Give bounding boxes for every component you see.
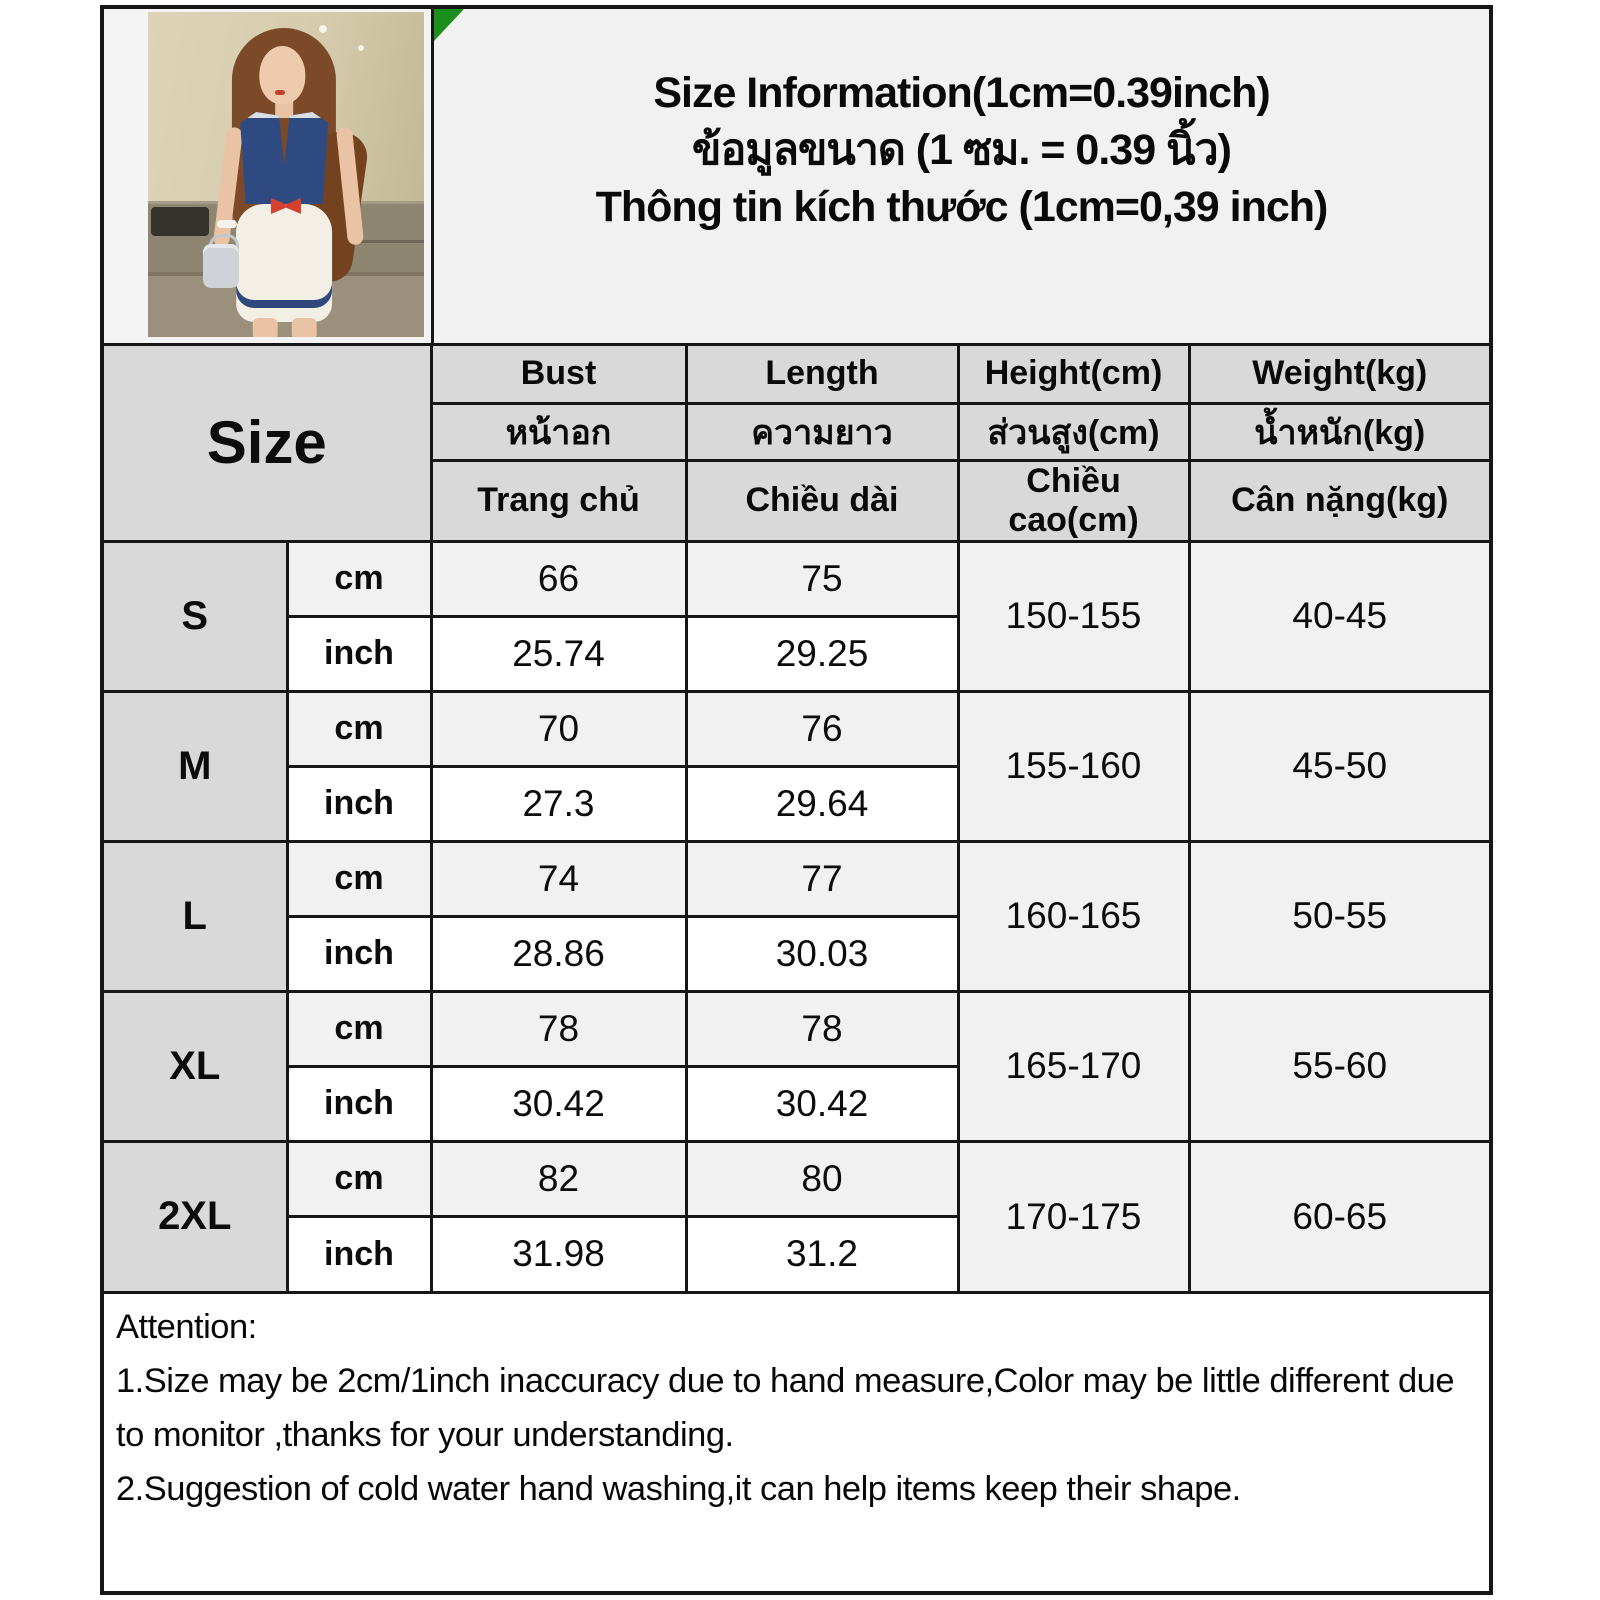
size-label-xl: XL xyxy=(104,991,287,1141)
col-header-height-en: Height(cm) xyxy=(958,346,1189,403)
col-header-weight-en: Weight(kg) xyxy=(1189,346,1489,403)
unit-label-cm: cm xyxy=(287,541,431,616)
col-header-height-th: ส่วนสูง(cm) xyxy=(958,403,1189,460)
header-section xyxy=(104,9,1489,346)
title-english: Size Information(1cm=0.39inch) xyxy=(653,68,1270,117)
unit-label-cm: cm xyxy=(287,841,431,916)
bust-cm-l: 74 xyxy=(431,841,686,916)
model-lips xyxy=(275,90,285,95)
col-header-bust-th: หน้าอก xyxy=(431,403,686,460)
attention-note-2: 2.Suggestion of cold water hand washing,it can help items keep their shape. xyxy=(116,1470,1241,1508)
bust-inch-l: 28.86 xyxy=(431,916,686,991)
unit-label-cm: cm xyxy=(287,991,431,1066)
header-row-english xyxy=(104,346,1489,403)
col-header-bust-en: Bust xyxy=(431,346,686,403)
product-photo-cell xyxy=(104,9,434,343)
bust-inch-2xl: 31.98 xyxy=(431,1216,686,1291)
col-header-weight-th: น้ำหนัก(kg) xyxy=(1189,403,1489,460)
bust-cm-2xl: 82 xyxy=(431,1141,686,1216)
unit-label-inch: inch xyxy=(287,616,431,691)
length-inch-l: 30.03 xyxy=(686,916,958,991)
length-inch-2xl: 31.2 xyxy=(686,1216,958,1291)
row-2xl-cm xyxy=(104,1141,1489,1216)
product-photo xyxy=(148,12,424,337)
height-range-l: 160-165 xyxy=(958,841,1189,991)
attention-section xyxy=(104,1291,1489,1591)
attention-note-1: 1.Size may be 2cm/1inch inaccuracy due to hand measure,Color may be little different due to monitor ,thanks for your understanding. xyxy=(116,1362,1455,1454)
bust-cm-s: 66 xyxy=(431,541,686,616)
unit-label-inch: inch xyxy=(287,1066,431,1141)
length-inch-m: 29.64 xyxy=(686,766,958,841)
height-range-s: 150-155 xyxy=(958,541,1189,691)
unit-label-inch: inch xyxy=(287,1216,431,1291)
title-vietnamese: Thông tin kích thước (1cm=0,39 inch) xyxy=(595,182,1328,231)
weight-range-2xl: 60-65 xyxy=(1189,1141,1489,1291)
length-cm-m: 76 xyxy=(686,691,958,766)
unit-label-cm: cm xyxy=(287,691,431,766)
bust-inch-s: 25.74 xyxy=(431,616,686,691)
bust-cm-xl: 78 xyxy=(431,991,686,1066)
row-m-cm xyxy=(104,691,1489,766)
row-l-cm xyxy=(104,841,1489,916)
length-cm-l: 77 xyxy=(686,841,958,916)
attention-heading: Attention: xyxy=(116,1308,257,1346)
size-chart-sheet xyxy=(100,5,1493,1595)
size-label-l: L xyxy=(104,841,287,991)
col-header-weight-vi: Cân nặng(kg) xyxy=(1189,460,1489,541)
wall-sparkle xyxy=(319,25,327,33)
row-s-cm xyxy=(104,541,1489,616)
row-xl-cm xyxy=(104,991,1489,1066)
col-header-height-vi: Chiều cao(cm) xyxy=(958,460,1189,541)
unit-label-inch: inch xyxy=(287,916,431,991)
title-block xyxy=(434,9,1489,343)
dark-object-on-couch xyxy=(151,207,209,236)
col-header-bust-vi: Trang chủ xyxy=(431,460,686,541)
weight-range-l: 50-55 xyxy=(1189,841,1489,991)
size-label-2xl: 2XL xyxy=(104,1141,287,1291)
wall-sparkle xyxy=(358,45,364,51)
length-inch-xl: 30.42 xyxy=(686,1066,958,1141)
weight-range-s: 40-45 xyxy=(1189,541,1489,691)
model-face xyxy=(259,46,305,104)
col-header-length-vi: Chiều dài xyxy=(686,460,958,541)
length-cm-xl: 78 xyxy=(686,991,958,1066)
length-cm-2xl: 80 xyxy=(686,1141,958,1216)
bust-cm-m: 70 xyxy=(431,691,686,766)
col-header-length-en: Length xyxy=(686,346,958,403)
bust-inch-xl: 30.42 xyxy=(431,1066,686,1141)
length-inch-s: 29.25 xyxy=(686,616,958,691)
weight-range-m: 45-50 xyxy=(1189,691,1489,841)
col-header-length-th: ความยาว xyxy=(686,403,958,460)
size-header-cell: Size xyxy=(104,346,431,541)
length-cm-s: 75 xyxy=(686,541,958,616)
unit-label-inch: inch xyxy=(287,766,431,841)
weight-range-xl: 55-60 xyxy=(1189,991,1489,1141)
bust-inch-m: 27.3 xyxy=(431,766,686,841)
height-range-2xl: 170-175 xyxy=(958,1141,1189,1291)
silver-handbag xyxy=(203,244,239,288)
size-label-m: M xyxy=(104,691,287,841)
height-range-xl: 165-170 xyxy=(958,991,1189,1141)
height-range-m: 155-160 xyxy=(958,691,1189,841)
model-legs xyxy=(253,318,317,337)
unit-label-cm: cm xyxy=(287,1141,431,1216)
white-dress-skirt xyxy=(236,204,332,322)
title-thai: ข้อมูลขนาด (1 ซม. = 0.39 นิ้ว) xyxy=(692,125,1231,174)
bracelet xyxy=(217,220,237,228)
green-corner-marker xyxy=(434,9,464,41)
size-table xyxy=(104,346,1489,1291)
size-label-s: S xyxy=(104,541,287,691)
